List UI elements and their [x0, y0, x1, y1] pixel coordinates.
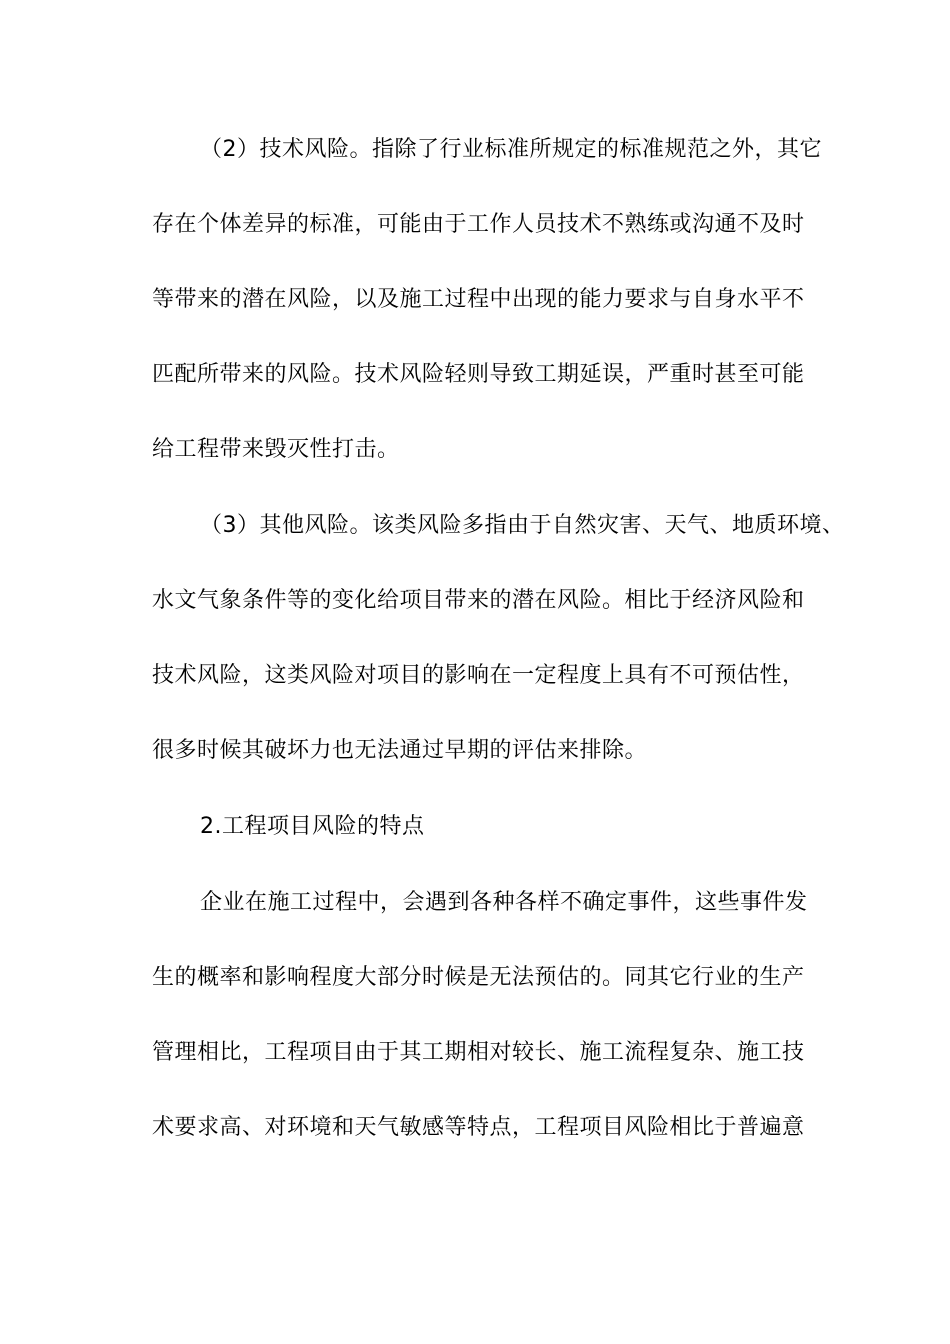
paragraph-3-line-2: 生的概率和影响程度大部分时候是无法预估的。同其它行业的生产 — [152, 965, 805, 990]
paragraph-1-line-4: 匹配所带来的风险。技术风险轻则导致工期延误，严重时甚至可能 — [152, 362, 805, 387]
section-heading: 2.工程项目风险的特点 — [200, 814, 425, 839]
paragraph-2-line-4: 很多时候其破坏力也无法通过早期的评估来排除。 — [152, 738, 648, 763]
paragraph-2-line-1: （3）其他风险。该类风险多指由于自然灾害、天气、地质环境、 — [200, 513, 845, 538]
paragraph-2-line-2: 水文气象条件等的变化给项目带来的潜在风险。相比于经济风险和 — [152, 588, 805, 613]
paragraph-3-line-1: 企业在施工过程中，会遇到各种各样不确定事件，这些事件发 — [200, 890, 808, 915]
paragraph-1-line-5: 给工程带来毁灭性打击。 — [152, 437, 400, 462]
paragraph-1-line-2: 存在个体差异的标准，可能由于工作人员技术不熟练或沟通不及时 — [152, 212, 805, 237]
paragraph-1-line-3: 等带来的潜在风险，以及施工过程中出现的能力要求与自身水平不 — [152, 287, 805, 312]
paragraph-3-line-3: 管理相比，工程项目由于其工期相对较长、施工流程复杂、施工技 — [152, 1040, 805, 1065]
paragraph-3-line-4: 术要求高、对环境和天气敏感等特点，工程项目风险相比于普遍意 — [152, 1115, 805, 1140]
paragraph-1-line-1: （2）技术风险。指除了行业标准所规定的标准规范之外，其它 — [200, 137, 822, 162]
paragraph-2-line-3: 技术风险，这类风险对项目的影响在一定程度上具有不可预估性， — [152, 663, 805, 688]
